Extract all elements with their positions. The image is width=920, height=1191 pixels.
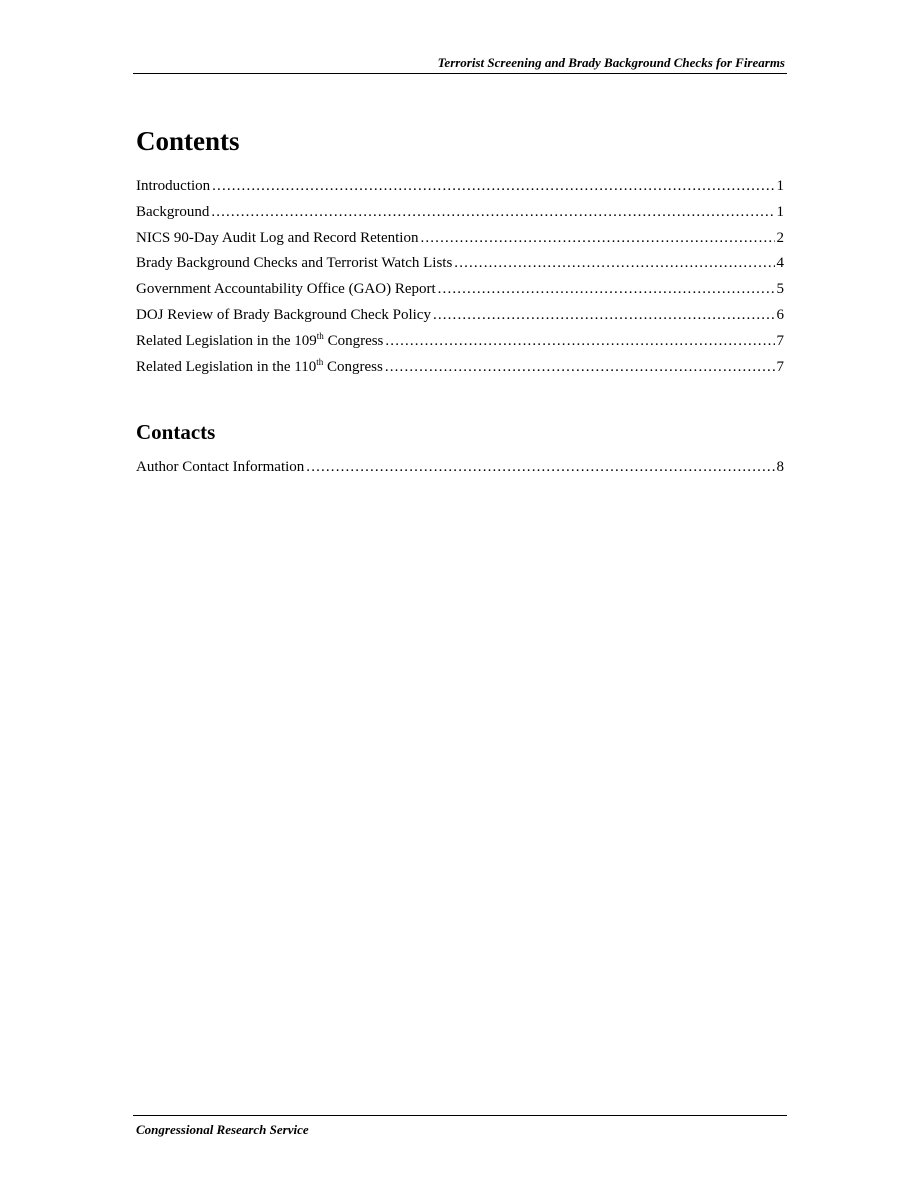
toc-page-number: 1 [776,203,784,220]
toc-page-number: 7 [776,358,784,375]
toc-page-number: 4 [776,255,784,272]
dot-leader [212,175,774,197]
running-title: Terrorist Screening and Brady Background Checks for Firearms [437,55,785,70]
toc-entry-title: NICS 90-Day Audit Log and Record Retention [136,229,419,246]
contacts-list [136,456,784,482]
toc-page-number: 1 [776,178,784,194]
toc-entry-title: DOJ Review of Brady Background Check Policy [136,306,431,323]
dot-leader [385,356,775,378]
toc-title-text: Related Legislation in the 110 [136,358,317,375]
toc-entry-legislation-110th[interactable] [136,356,784,382]
page-footer [133,1115,787,1138]
dot-leader [438,278,775,300]
toc-title-text: Congress [323,332,384,349]
footer-text: Congressional Research Service [136,1122,309,1137]
toc-entry-legislation-109th[interactable] [136,330,784,356]
toc-entry-title: Government Accountability Office (GAO) Report [136,281,436,298]
toc-entry-gao-report[interactable] [136,278,784,304]
toc-entry-title: Background [136,203,210,220]
toc-entry-author-contact[interactable] [136,456,784,482]
toc-title-text: Related Legislation in the 109 [136,332,317,349]
toc-entry-title [136,356,383,378]
toc-entry-title [136,330,383,352]
dot-leader [454,252,774,274]
toc-entry-introduction[interactable] [136,175,784,201]
dot-leader [420,227,774,249]
toc-entry-brady-watch-lists[interactable] [136,252,784,278]
toc-entry-title: Author Contact Information [136,459,305,475]
toc-page-number: 8 [776,459,784,475]
toc-entry-nics-audit-log[interactable] [136,227,784,253]
running-header [133,54,787,74]
toc-page-number: 5 [776,281,784,298]
toc-page-number: 2 [776,229,784,246]
dot-leader [385,330,774,352]
toc-title-text: Congress [323,358,383,375]
toc-entry-background[interactable] [136,201,784,227]
toc-page-number: 7 [776,332,784,349]
toc-entry-doj-review[interactable] [136,304,784,330]
contacts-heading: Contacts [136,420,216,444]
dot-leader [306,456,774,478]
ordinal-suffix: th [316,330,324,341]
dot-leader [433,304,775,326]
contents-list [136,175,784,381]
ordinal-suffix: th [316,356,324,367]
contents-heading: Contents [136,126,240,156]
toc-page-number: 6 [776,306,784,323]
toc-entry-title: Introduction [136,178,211,194]
dot-leader [211,201,774,223]
toc-entry-title: Brady Background Checks and Terrorist Watch Lists [136,255,453,272]
